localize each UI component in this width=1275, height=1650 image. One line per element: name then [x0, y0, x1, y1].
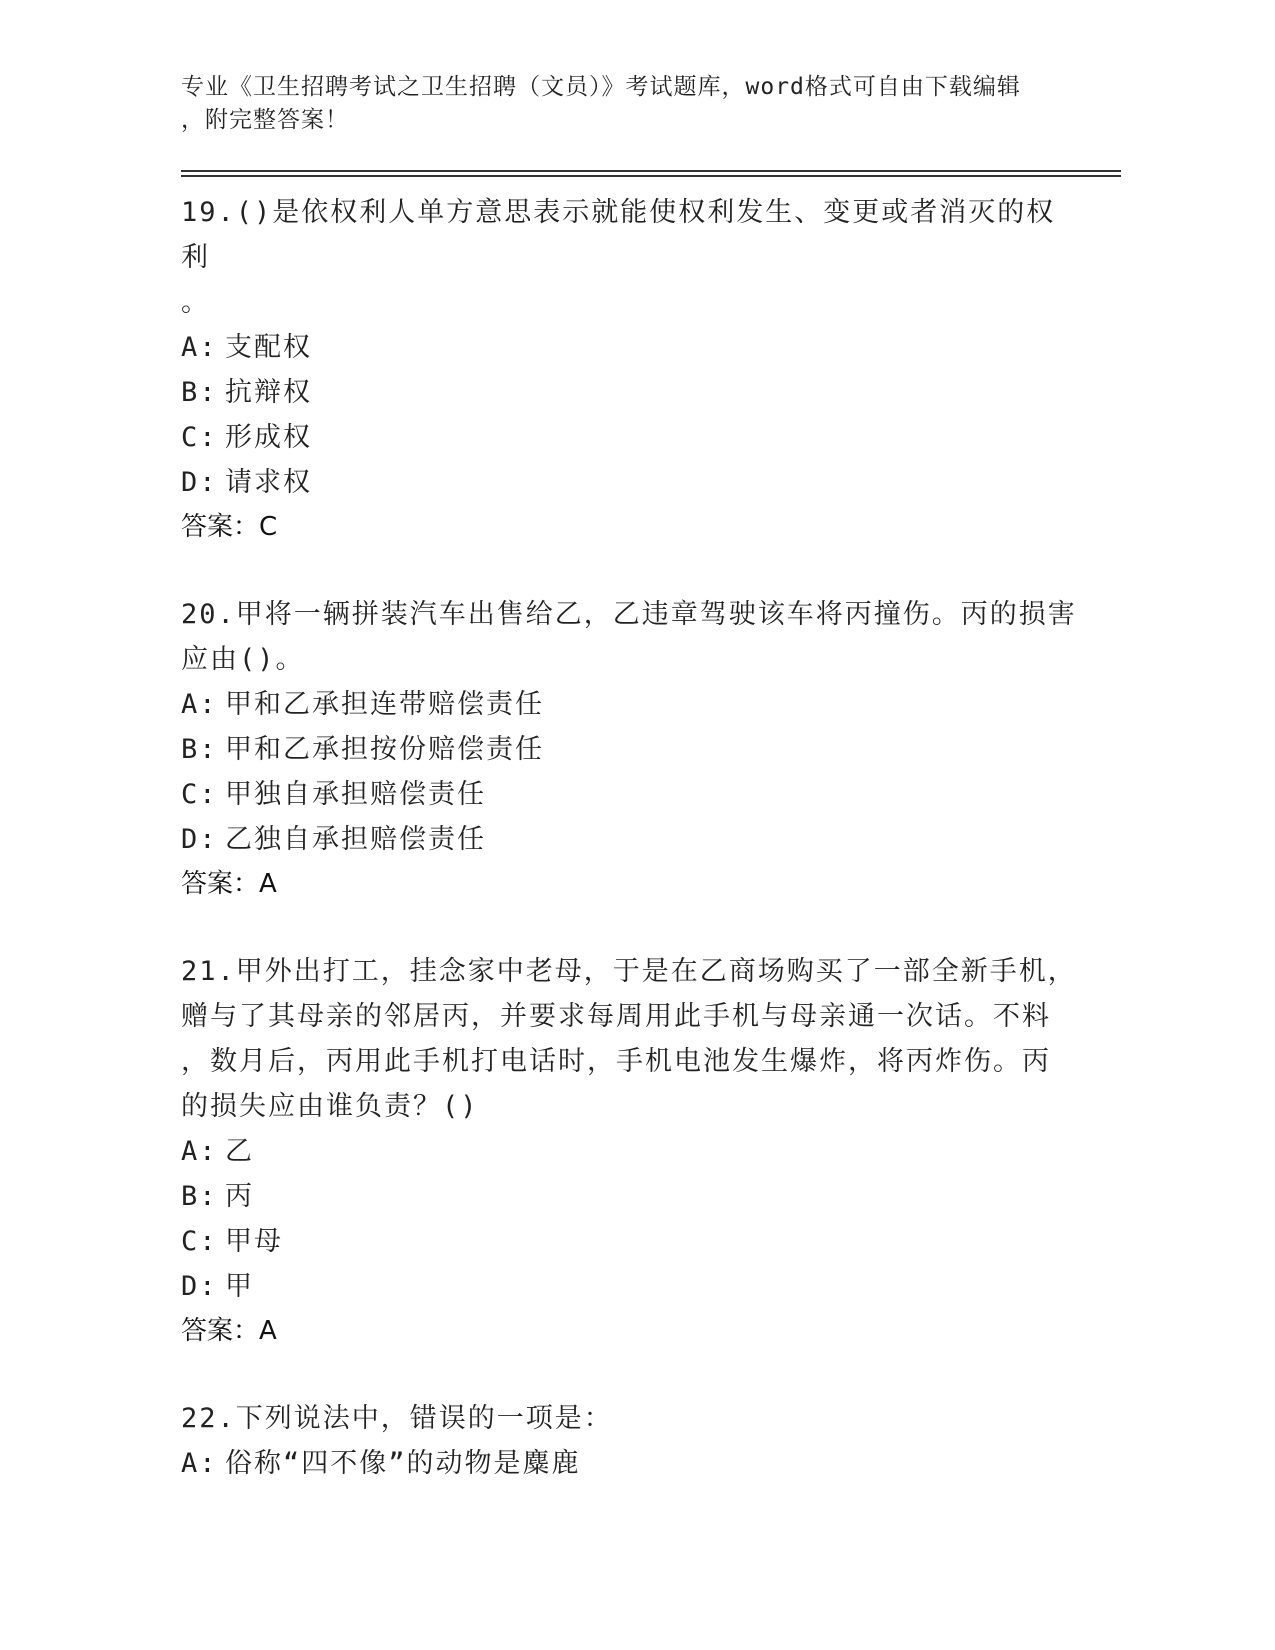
document-header	[181, 71, 1081, 137]
header-line-1: 专业《卫生招聘考试之卫生招聘（文员）》考试题库，word格式可自由下载编辑	[181, 74, 1021, 100]
option-c: C: 甲独自承担赔偿责任	[181, 779, 486, 810]
option-a: A: 甲和乙承担连带赔偿责任	[181, 689, 544, 720]
question-stem: 20.甲将一辆拼装汽车出售给乙，乙违章驾驶该车将丙撞伤。丙的损害 应由()。	[181, 599, 1077, 675]
option-b: B: 甲和乙承担按份赔偿责任	[181, 734, 544, 765]
question-stem: 21.甲外出打工，挂念家中老母，于是在乙商场购买了一部全新手机， 赠与了其母亲的邻居丙，并要求每周用此手机与母亲通一次话。不料 ，数月后，丙用此手机打电话时，手机电池发生爆炸，将丙炸伤。丙 的损失应由谁负责？()	[181, 956, 1077, 1122]
option-b: B: 丙	[181, 1181, 254, 1212]
option-b: B: 抗辩权	[181, 377, 312, 408]
option-a: A: 乙	[181, 1136, 254, 1167]
question-22	[181, 1396, 1081, 1486]
question-list	[181, 190, 1081, 1528]
option-c: C: 甲母	[181, 1226, 283, 1257]
answer-line: 答案：C	[181, 512, 278, 542]
question-19	[181, 190, 1081, 550]
option-a: A: 俗称“四不像”的动物是麋鹿	[181, 1448, 581, 1479]
answer-line: 答案：A	[181, 1316, 277, 1346]
question-20	[181, 592, 1081, 907]
option-d: D: 甲	[181, 1271, 254, 1302]
question-21	[181, 949, 1081, 1354]
header-divider-top	[181, 170, 1121, 172]
option-d: D: 乙独自承担赔偿责任	[181, 824, 486, 855]
answer-line: 答案：A	[181, 869, 277, 899]
header-divider-bottom	[181, 175, 1121, 177]
option-d: D: 请求权	[181, 467, 312, 498]
question-stem: 19.()是依权利人单方意思表示就能使权利发生、变更或者消灭的权利 。	[181, 197, 1056, 318]
option-c: C: 形成权	[181, 422, 312, 453]
option-a: A: 支配权	[181, 332, 312, 363]
question-stem: 22.下列说法中，错误的一项是：	[181, 1403, 613, 1434]
header-line-2: ，附完整答案！	[181, 107, 349, 133]
